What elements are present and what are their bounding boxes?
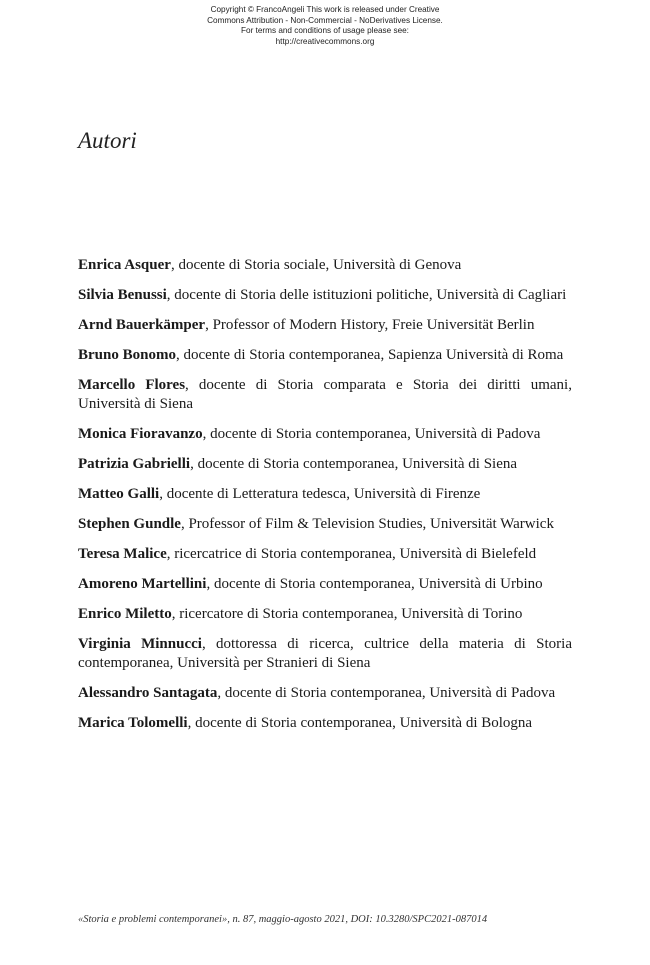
author-affiliation: , docente di Storia delle istituzioni politiche, Università di Cagliari xyxy=(166,287,567,303)
author-affiliation: , docente di Letteratura tedesca, Università di Firenze xyxy=(159,486,481,502)
author-affiliation: , Professor of Film & Television Studies, Universität Warwick xyxy=(180,516,554,532)
author-affiliation: , ricercatore di Storia contemporanea, Università di Torino xyxy=(171,606,523,622)
author-name: Enrica Asquer xyxy=(78,257,171,273)
journal-citation: «Storia e problemi contemporanei», n. 87, maggio-agosto 2021, DOI: 10.3280/SPC2021-087014 xyxy=(78,914,488,925)
author-name: Bruno Bonomo xyxy=(78,347,176,363)
author-name: Monica Fioravanzo xyxy=(78,426,203,442)
author-entry xyxy=(78,635,572,673)
copyright-line: Copyright © FrancoAngeli This work is released under Creative xyxy=(210,5,440,14)
copyright-notice xyxy=(0,5,650,47)
author-affiliation: , docente di Storia comparata e Storia dei diritti umani, Università di Siena xyxy=(78,377,572,412)
copyright-line: Commons Attribution - Non-Commercial - NoDerivatives License. xyxy=(207,15,443,25)
author-affiliation: , docente di Storia contemporanea, Università di Padova xyxy=(217,685,556,701)
author-name: Alessandro Santagata xyxy=(78,685,218,701)
author-affiliation: , docente di Storia contemporanea, Università di Bologna xyxy=(187,715,533,731)
author-name: Silvia Benussi xyxy=(78,287,167,303)
author-entry xyxy=(78,256,572,275)
author-name: Matteo Galli xyxy=(78,486,160,502)
author-entry xyxy=(78,545,572,564)
author-name: Amoreno Martellini xyxy=(78,576,207,592)
author-affiliation: , docente di Storia contemporanea, Università di Padova xyxy=(202,426,541,442)
author-entry xyxy=(78,605,572,624)
author-name: Patrizia Gabrielli xyxy=(78,456,191,472)
author-entry xyxy=(78,376,572,414)
author-name: Marica Tolomelli xyxy=(78,715,188,731)
author-entry xyxy=(78,455,572,474)
author-affiliation: , Professor of Modern History, Freie Universität Berlin xyxy=(205,317,535,333)
author-entry xyxy=(78,684,572,703)
author-affiliation: , ricercatrice di Storia contemporanea, Università di Bielefeld xyxy=(166,546,537,562)
author-affiliation: , dottoressa di ricerca, cultrice della materia di Storia contemporanea, Università per Stranieri di Siena xyxy=(78,636,572,671)
author-entry xyxy=(78,575,572,594)
author-name: Enrico Miletto xyxy=(78,606,172,622)
page-title: Autori xyxy=(78,128,137,153)
author-affiliation: , docente di Storia contemporanea, Sapienza Università di Roma xyxy=(175,347,564,363)
author-entry xyxy=(78,515,572,534)
author-entry xyxy=(78,346,572,365)
author-affiliation: , docente di Storia contemporanea, Università di Urbino xyxy=(206,576,543,592)
author-name: Teresa Malice xyxy=(78,546,167,562)
copyright-line: For terms and conditions of usage please see: xyxy=(241,26,409,35)
author-affiliation: , docente di Storia sociale, Università di Genova xyxy=(170,257,462,273)
author-entry xyxy=(78,714,572,733)
copyright-line: http://creativecommons.org xyxy=(275,36,375,46)
author-entry xyxy=(78,485,572,504)
author-entry xyxy=(78,286,572,305)
author-list xyxy=(78,256,572,744)
author-name: Marcello Flores xyxy=(78,377,186,393)
author-entry xyxy=(78,316,572,335)
author-entry xyxy=(78,425,572,444)
author-name: Arnd Bauerkämper xyxy=(78,317,206,333)
author-name: Stephen Gundle xyxy=(78,516,181,532)
author-affiliation: , docente di Storia contemporanea, Università di Siena xyxy=(190,456,518,472)
author-name: Virginia Minnucci xyxy=(78,636,202,652)
